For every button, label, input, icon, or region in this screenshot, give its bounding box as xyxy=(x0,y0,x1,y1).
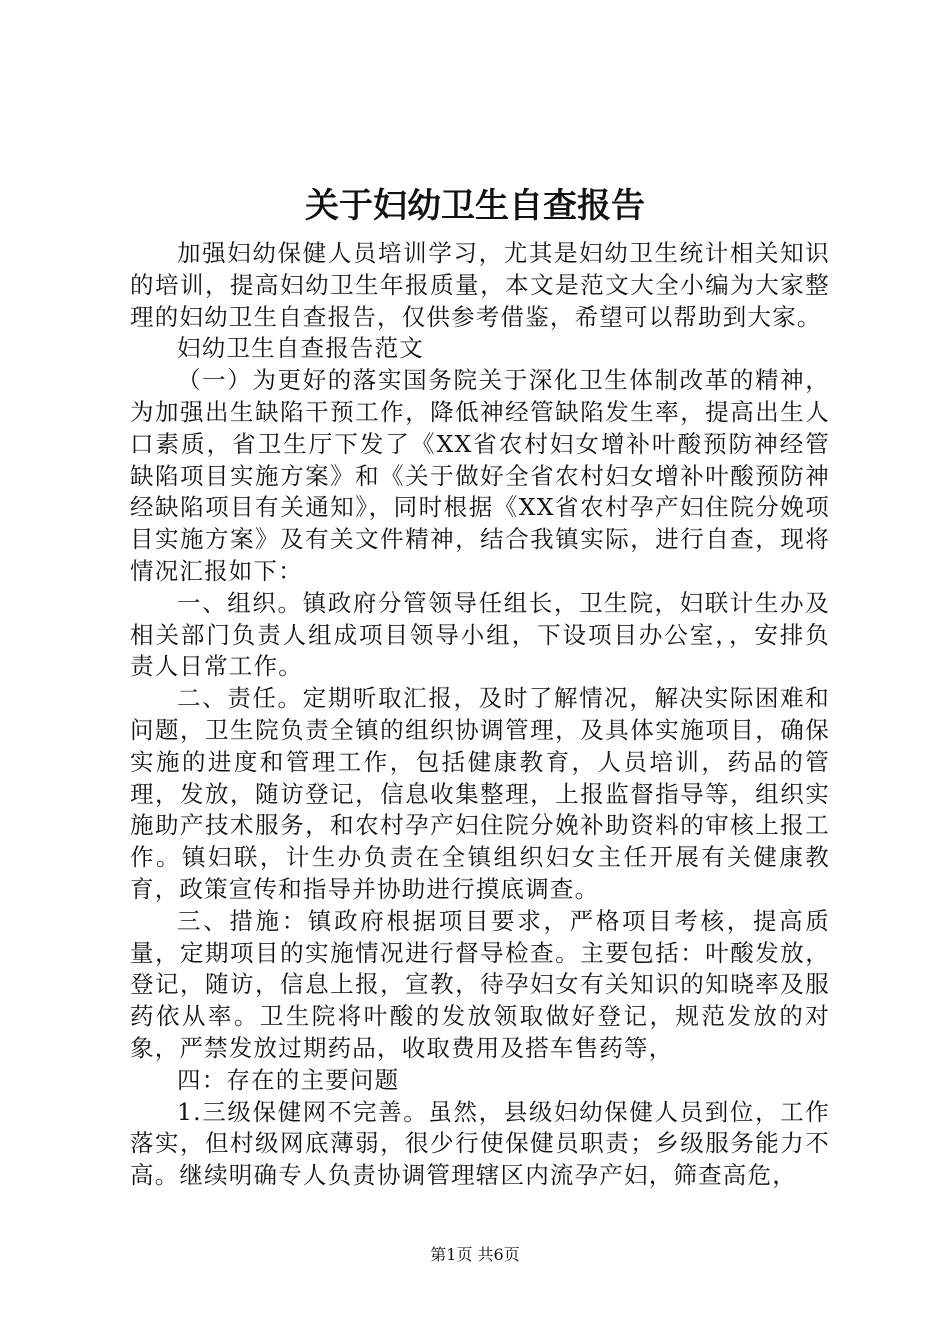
paragraph-intro: 加强妇幼保健人员培训学习，尤其是妇幼卫生统计相关知识的培训，提高妇幼卫生年报质量，本文是范文大全小编为大家整理的妇幼卫生自查报告，仅供参考借鉴，希望可以帮助到大家。 xyxy=(130,239,830,331)
paragraph-measures: 三、措施：镇政府根据项目要求，严格项目考核，提高质量，定期项目的实施情况进行督导检查。主要包括：叶酸发放，登记，随访，信息上报，宣教，待孕妇女有关知识的知晓率及服药依从率。卫生院将叶酸的发放领取做好登记，规范发放的对象，严禁发放过期药品，收取费用及搭车售药等， xyxy=(130,906,830,1062)
paragraph-problem-1: 1.三级保健网不完善。虽然，县级妇幼保健人员到位，工作落实，但村级网底薄弱，很少行使保健员职责；乡级服务能力不高。继续明确专人负责协调管理辖区内流孕产妇，筛查高危， xyxy=(130,1097,830,1190)
document-body xyxy=(130,238,830,1192)
paragraph-problems-heading: 四：存在的主要问题 xyxy=(177,1065,400,1094)
paragraph-section-1: （一）为更好的落实国务院关于深化卫生体制改革的精神，为加强出生缺陷干预工作，降低神经管缺陷发生率，提高出生人口素质，省卫生厅下发了《XX省农村妇女增补叶酸预防神经管缺陷项目实施方案》和《关于做好全省农村妇女增补叶酸预防神经缺陷项目有关通知》，同时根据《XX省农村孕产妇住院分娩项目实施方案》及有关文件精神，结合我镇实际，进行自查，现将情况汇报如下： xyxy=(130,366,830,585)
paragraph-subtitle: 妇幼卫生自查报告范文 xyxy=(177,334,424,363)
paragraph-organization: 一、组织。镇政府分管领导任组长，卫生院，妇联计生办及相关部门负责人组成项目领导小组，下设项目办公室，，安排负责人日常工作。 xyxy=(130,588,830,681)
document-title: 关于妇幼卫生自查报告 xyxy=(305,186,645,226)
page-footer: 第1页 共6页 xyxy=(430,1245,520,1264)
paragraph-responsibility: 二、责任。定期听取汇报，及时了解情况，解决实际困难和问题，卫生院负责全镇的组织协调管理，及具体实施项目，确保实施的进度和管理工作，包括健康教育，人员培训，药品的管理，发放，随访登记，信息收集整理，上报监督指导等，组织实施助产技术服务，和农村孕产妇住院分娩补助资料的审核上报工作。镇妇联，计生办负责在全镇组织妇女主任开展有关健康教育，政策宣传和指导并协助进行摸底调查。 xyxy=(130,684,830,903)
